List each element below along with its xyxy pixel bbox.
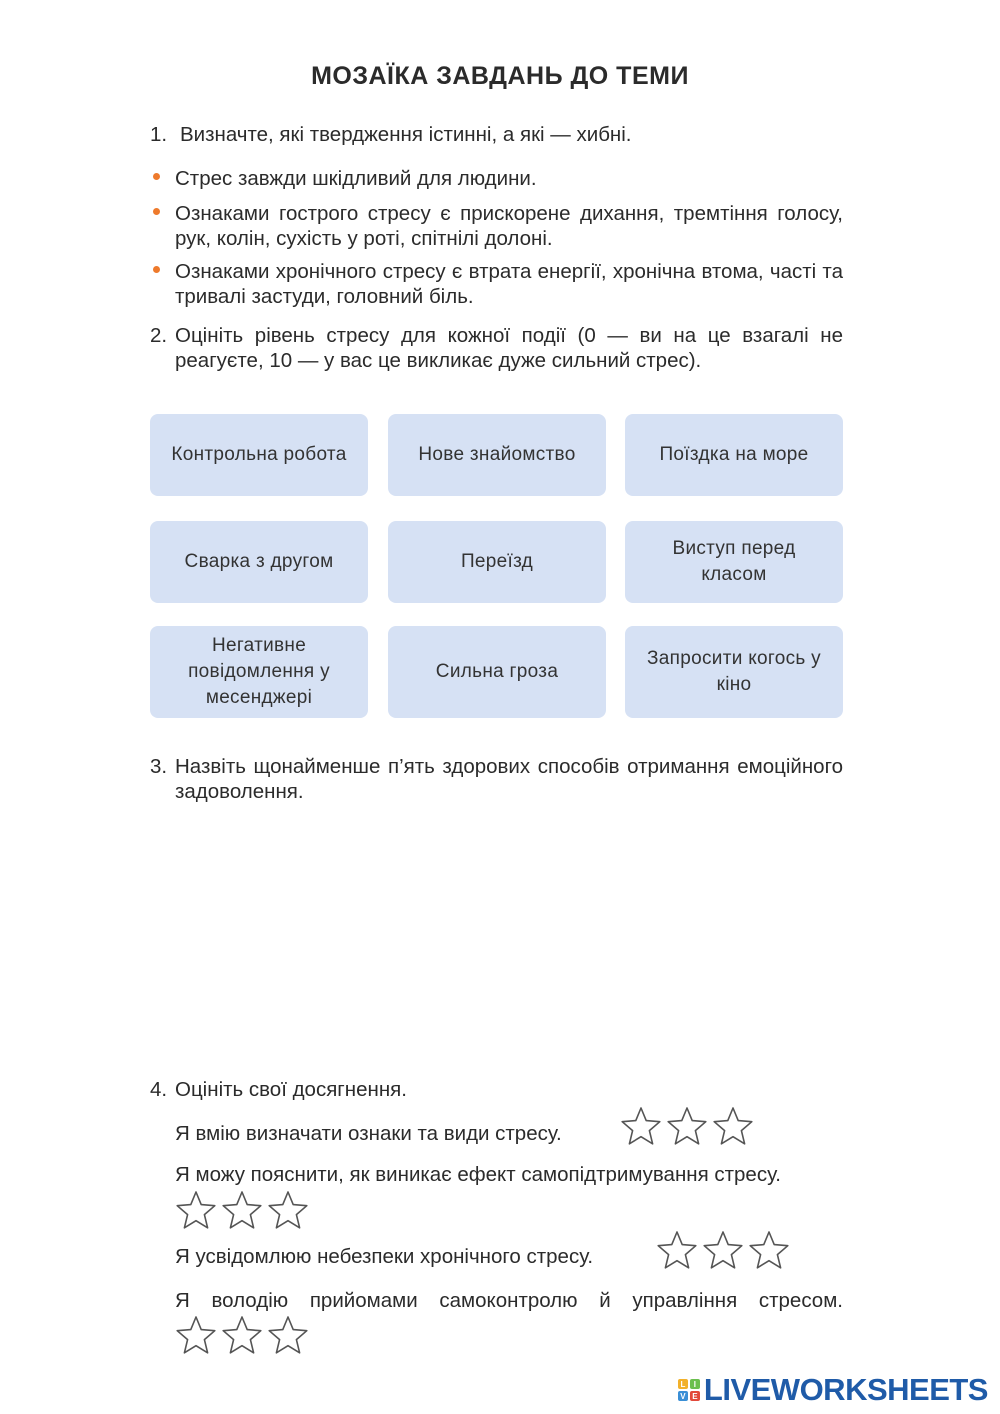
star-icon[interactable]: [175, 1315, 217, 1355]
task4-number: 4.: [150, 1078, 168, 1101]
task1-number: 1.: [150, 123, 168, 146]
star-icon[interactable]: [267, 1190, 309, 1230]
star-icon[interactable]: [702, 1230, 744, 1270]
event-card: Запросити когось у кіно: [625, 626, 843, 718]
star-icon[interactable]: [221, 1315, 263, 1355]
bullet-dot: [153, 208, 160, 215]
task3-prompt: Назвіть щонайменше п’ять здорових способів отримання емоційного задоволення.: [175, 755, 843, 803]
event-card: Сильна гроза: [388, 626, 606, 718]
logo-text: LIVEWORKSHEETS: [703, 1372, 988, 1407]
task4-prompt: Оцініть свої досягнення.: [175, 1078, 407, 1101]
task1-prompt: Визначте, які твердження істинні, а які — хибні.: [180, 123, 632, 146]
page-title: МОЗАЇКА ЗАВДАНЬ ДО ТЕМИ: [311, 62, 689, 90]
star-rating[interactable]: [656, 1230, 790, 1270]
task1-statement: Стрес завжди шкідливий для людини.: [175, 167, 537, 190]
star-rating[interactable]: [620, 1106, 754, 1146]
logo-mark-icon: L I V E: [678, 1379, 700, 1401]
star-icon[interactable]: [221, 1190, 263, 1230]
star-rating[interactable]: [175, 1315, 309, 1355]
bullet-dot: [153, 173, 160, 180]
task2-number: 2.: [150, 324, 168, 347]
liveworksheets-logo: [678, 1372, 988, 1408]
event-card: Поїздка на море: [625, 414, 843, 496]
event-card: Сварка з другом: [150, 521, 368, 603]
star-icon[interactable]: [666, 1106, 708, 1146]
task2-prompt: Оцініть рівень стресу для кожної події (0 — ви на це взагалі не реагуєте, 10 — у вас це викликає дуже сильний стрес).: [175, 324, 843, 372]
achievement-text: Я усвідомлюю небезпеки хронічного стресу.: [175, 1245, 594, 1268]
event-card: Негативне повідомлення у месенджері: [150, 626, 368, 718]
event-card: Контрольна робота: [150, 414, 368, 496]
achievement-text: Я володію прийомами самоконтролю й управління стресом.: [175, 1289, 843, 1312]
event-card: Виступ перед класом: [625, 521, 843, 603]
star-icon[interactable]: [620, 1106, 662, 1146]
star-icon[interactable]: [175, 1190, 217, 1230]
task1-statement: Ознаками хронічного стресу є втрата енергії, хронічна втома, часті та тривалі застуди, головний біль.: [175, 260, 843, 308]
task3-number: 3.: [150, 755, 168, 778]
event-card: Переїзд: [388, 521, 606, 603]
star-icon[interactable]: [748, 1230, 790, 1270]
bullet-dot: [153, 266, 160, 273]
star-rating[interactable]: [175, 1190, 309, 1230]
task1-statement: Ознаками гострого стресу є прискорене дихання, тремтіння голосу, рук, колін, сухість у роті, спітнілі долоні.: [175, 202, 843, 250]
star-icon[interactable]: [267, 1315, 309, 1355]
achievement-text: Я вмію визначати ознаки та види стресу.: [175, 1122, 562, 1145]
achievement-text: Я можу пояснити, як виникає ефект самопідтримування стресу.: [175, 1163, 781, 1186]
star-icon[interactable]: [656, 1230, 698, 1270]
event-card: Нове знайомство: [388, 414, 606, 496]
star-icon[interactable]: [712, 1106, 754, 1146]
